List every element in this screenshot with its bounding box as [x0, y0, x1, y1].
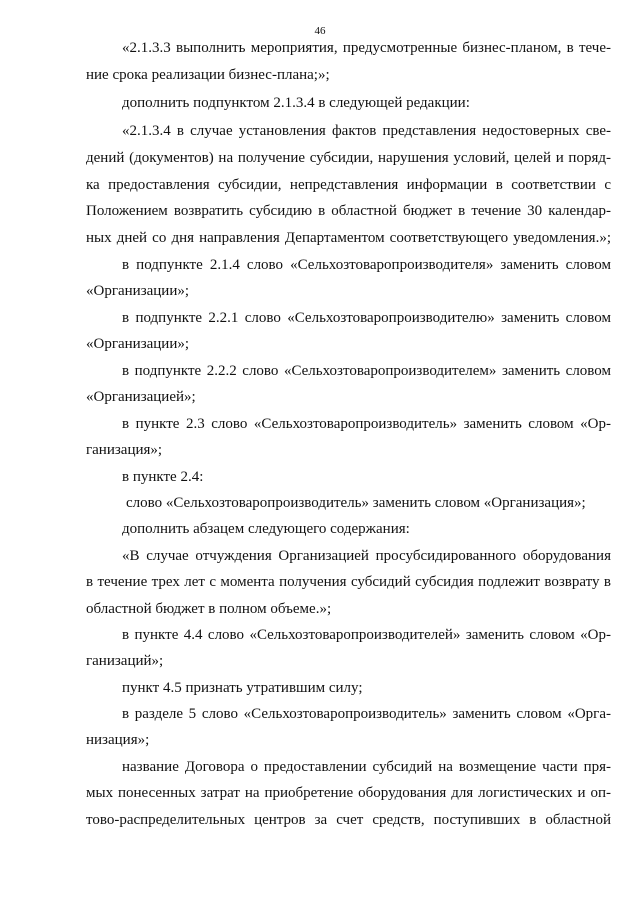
page-number: 46 [314, 25, 326, 37]
text-line: слово «Сельхозтоваропроизводитель» заменить словом «Организация»; [126, 495, 586, 511]
text-line: низация»; [86, 732, 150, 748]
text-line: дений (документов) на получение субсидии, нарушения условий, целей и поряд- [86, 150, 611, 166]
text-line: дополнить абзацем следующего содержания: [122, 521, 410, 537]
text-line: ние срока реализации бизнес-плана;»; [86, 67, 330, 83]
text-line: в подпункте 2.2.2 слово «Сельхозтоваропроизводителем» заменить словом [122, 363, 611, 379]
text-line: областной бюджет в полном объеме.»; [86, 601, 332, 617]
text-line: название Договора о предоставлении субсидий на возмещение части пря- [122, 759, 611, 775]
text-line: в пункте 2.4: [122, 469, 204, 485]
text-line: «В случае отчуждения Организацией просубсидированного оборудования [122, 548, 611, 564]
text-line: «2.1.3.4 в случае установления фактов представления недостоверных све- [122, 123, 611, 139]
text-line: в течение трех лет с момента получения субсидий субсидия подлежит возврату в [86, 574, 611, 590]
text-line: ганизация»; [86, 442, 163, 458]
text-line: Положением возвратить субсидию в областной бюджет в течение 30 календар- [86, 203, 611, 219]
text-line: ных дней со дня направления Департаментом соответствующего уведомления.»; [86, 230, 611, 246]
text-line: в разделе 5 слово «Сельхозтоваропроизводитель» заменить словом «Орга- [122, 706, 611, 722]
text-line: «Организации»; [86, 336, 190, 352]
text-line: дополнить подпунктом 2.1.3.4 в следующей редакции: [122, 95, 470, 111]
text-line: мых понесенных затрат на приобретение оборудования для логистических и оп- [86, 785, 611, 801]
text-line: в пункте 2.3 слово «Сельхозтоваропроизводитель» заменить словом «Ор- [122, 416, 611, 432]
text-line: «2.1.3.3 выполнить мероприятия, предусмотренные бизнес-планом, в тече- [122, 40, 611, 56]
text-line: в подпункте 2.1.4 слово «Сельхозтоваропроизводителя» заменить словом [122, 257, 611, 273]
text-line: «Организацией»; [86, 389, 196, 405]
text-line: ка предоставления субсидии, непредставления информации в соответствии с [86, 177, 611, 193]
text-line: в пункте 4.4 слово «Сельхозтоваропроизводителей» заменить словом «Ор- [122, 627, 611, 643]
text-line: ганизаций»; [86, 653, 164, 669]
text-line: тово-распределительных центров за счет средств, поступивших в областной [86, 812, 611, 828]
text-line: в подпункте 2.2.1 слово «Сельхозтоваропроизводителю» заменить словом [122, 310, 611, 326]
text-line: пункт 4.5 признать утратившим силу; [122, 680, 363, 696]
text-line: «Организации»; [86, 283, 190, 299]
